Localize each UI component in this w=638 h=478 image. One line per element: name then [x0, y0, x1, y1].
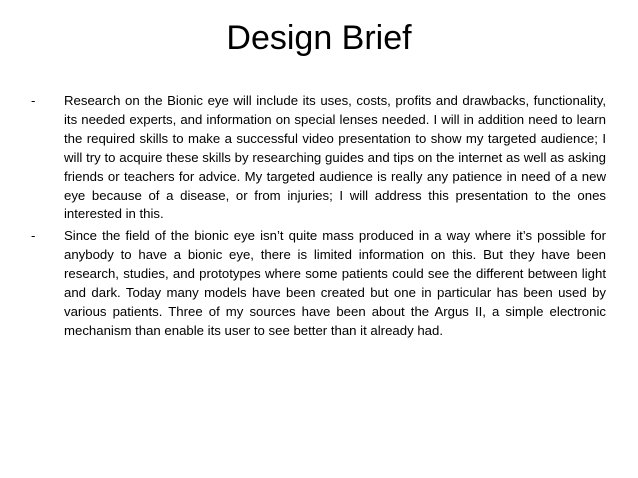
bullet-item: [31, 92, 606, 224]
bullet-marker: -: [31, 228, 36, 244]
bullet-text: Since the field of the bionic eye isn’t quite mass produced in a way where it’s possible for anybody to have a bionic eye, there is limited information on this. But they have been research, studies, and prototypes where some patients could see the different between light and dark. Today many models have been created but one in particular has been used by various patients. Three of my sources have been about the Argus II, a simple electronic mechanism than enable its user to see better than it already had.: [64, 228, 606, 338]
bullet-text: Research on the Bionic eye will include its uses, costs, profits and drawbacks, functionality, its needed experts, and information on special lenses needed. I will in addition need to learn the required skills to make a successful video presentation to show my targeted audience; I will try to acquire these skills by researching guides and tips on the internet as well as asking friends or teachers for advice. My targeted audience is really any patience in need of a new eye because of a disease, or from injuries; I will address this presentation to the ones interested in this.: [64, 93, 606, 222]
slide-title: Design Brief: [226, 19, 412, 57]
bullet-list: [31, 92, 606, 344]
bullet-marker: -: [31, 93, 36, 108]
bullet-item: [31, 227, 606, 340]
